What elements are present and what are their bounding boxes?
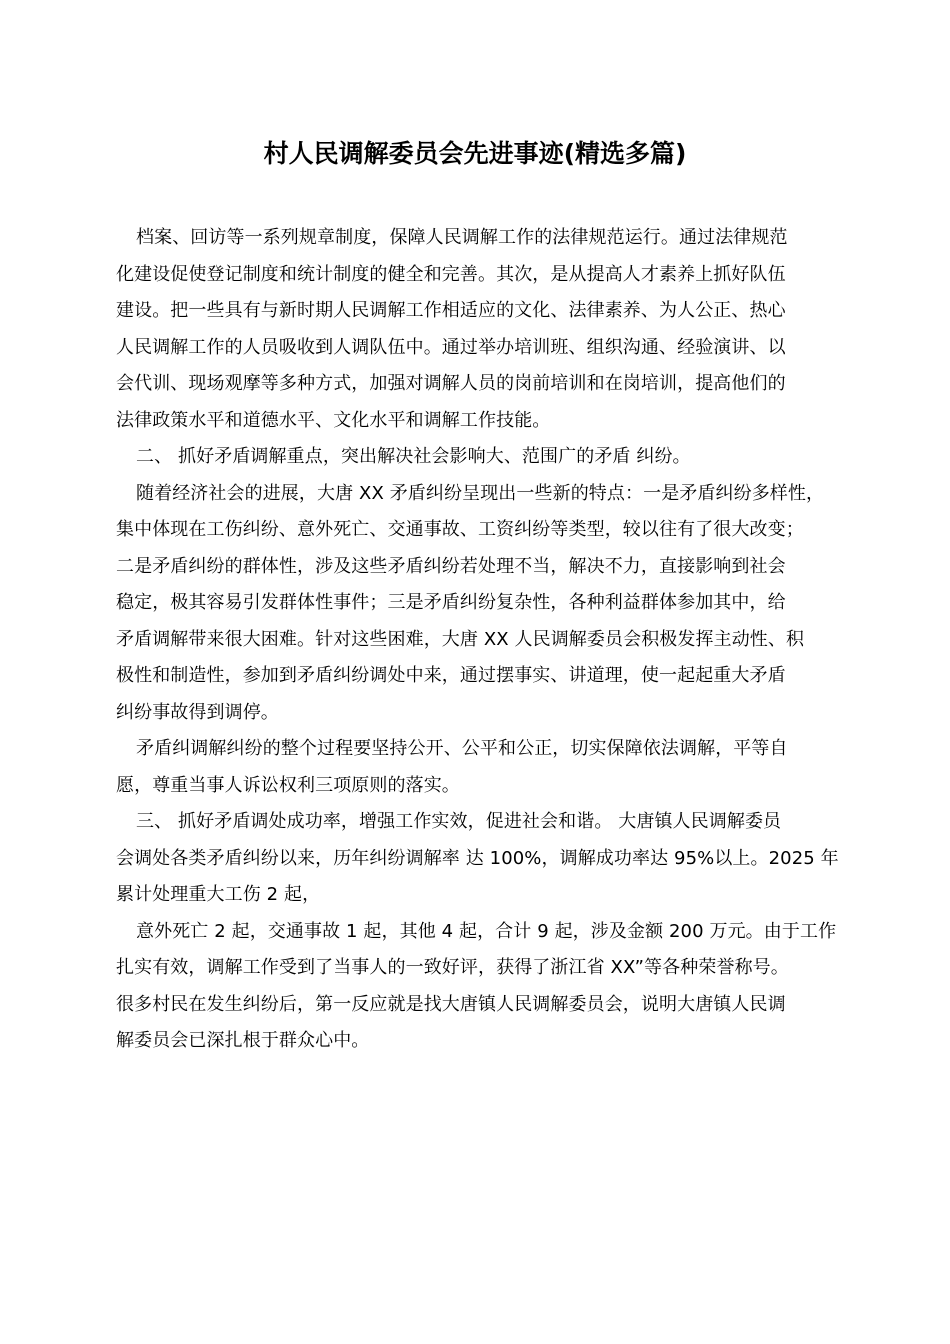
paragraph-2-line-3: 二是矛盾纠纷的群体性，涉及这些矛盾纠纷若处理不当，解决不力，直接影响到社会 [116,555,786,577]
document-body [116,220,838,1060]
paragraph-2-line-7: 纠纷事故得到调停。 [116,701,279,723]
paragraph-2-line-1: 随着经济社会的进展，大唐 XX 矛盾纠纷呈现出一些新的特点：一是矛盾纠纷多样性， [136,482,825,504]
paragraph-1-line-1: 档案、回访等一系列规章制度，保障人民调解工作的法律规范运行。通过法律规范 [136,227,788,248]
paragraph-2-line-5: 矛盾调解带来很大困难。针对这些困难，大唐 XX 人民调解委员会积极发挥主动性、积 [116,628,805,650]
paragraph-1-line-4: 人民调解工作的人员吸收到人调队伍中。通过举办培训班、组织沟通、经验演讲、以 [116,336,786,358]
paragraph-5-line-1: 意外死亡 2 起，交通事故 1 起，其他 4 起，合计 9 起，涉及金额 200 万元。由于工作 [136,920,837,942]
paragraph-4-line-2: 会调处各类矛盾纠纷以来，历年纠纷调解率 达 100%，调解成功率达 95%以上。2025 年 [116,847,839,869]
paragraph-1-line-3: 建设。把一些具有与新时期人民调解工作相适应的文化、法律素养、为人公正、热心 [116,300,786,321]
paragraph-2-line-4: 稳定，极其容易引发群体性事件；三是矛盾纠纷复杂性，各种利益群体参加其中，给 [116,592,786,613]
paragraph-2-line-6: 极性和制造性，参加到矛盾纠纷调处中来，通过摆事实、讲道理，使一起起重大矛盾 [116,665,786,686]
paragraph-5-line-3: 很多村民在发生纠纷后，第一反应就是找大唐镇人民调解委员会，说明大唐镇人民调 [116,993,786,1015]
paragraph-5-line-2: 扎实有效，调解工作受到了当事人的一致好评，获得了浙江省 XX”等各种荣誉称号。 [116,957,789,978]
document-title: 村人民调解委员会先进事迹(精选多篇) [263,139,687,168]
section-heading-2: 二、 抓好矛盾调解重点，突出解决社会影响大、范围广的矛盾 纠纷。 [136,446,691,467]
paragraph-1-line-5: 会代训、现场观摩等多种方式，加强对调解人员的岗前培训和在岗培训，提高他们的 [116,373,786,394]
section-heading-3: 三、 抓好矛盾调处成功率，增强工作实效，促进社会和谐。 大唐镇人民调解委员 [136,811,782,832]
paragraph-1-line-6: 法律政策水平和道德水平、文化水平和调解工作技能。 [116,409,551,431]
paragraph-3-line-2: 愿，尊重当事人诉讼权利三项原则的落实。 [116,774,460,796]
paragraph-5-line-4: 解委员会已深扎根于群众心中。 [116,1030,370,1051]
paragraph-1-line-2: 化建设促使登记制度和统计制度的健全和完善。其次，是从提高人才素养上抓好队伍 [116,263,786,285]
paragraph-2-line-2: 集中体现在工伤纠纷、意外死亡、交通事故、工资纠纷等类型，较以往有了很大改变； [116,519,804,540]
paragraph-3-line-1: 矛盾纠调解纠纷的整个过程要坚持公开、公平和公正，切实保障依法调解，平等自 [136,738,788,759]
paragraph-4-line-3: 累计处理重大工伤 2 起， [116,884,321,905]
